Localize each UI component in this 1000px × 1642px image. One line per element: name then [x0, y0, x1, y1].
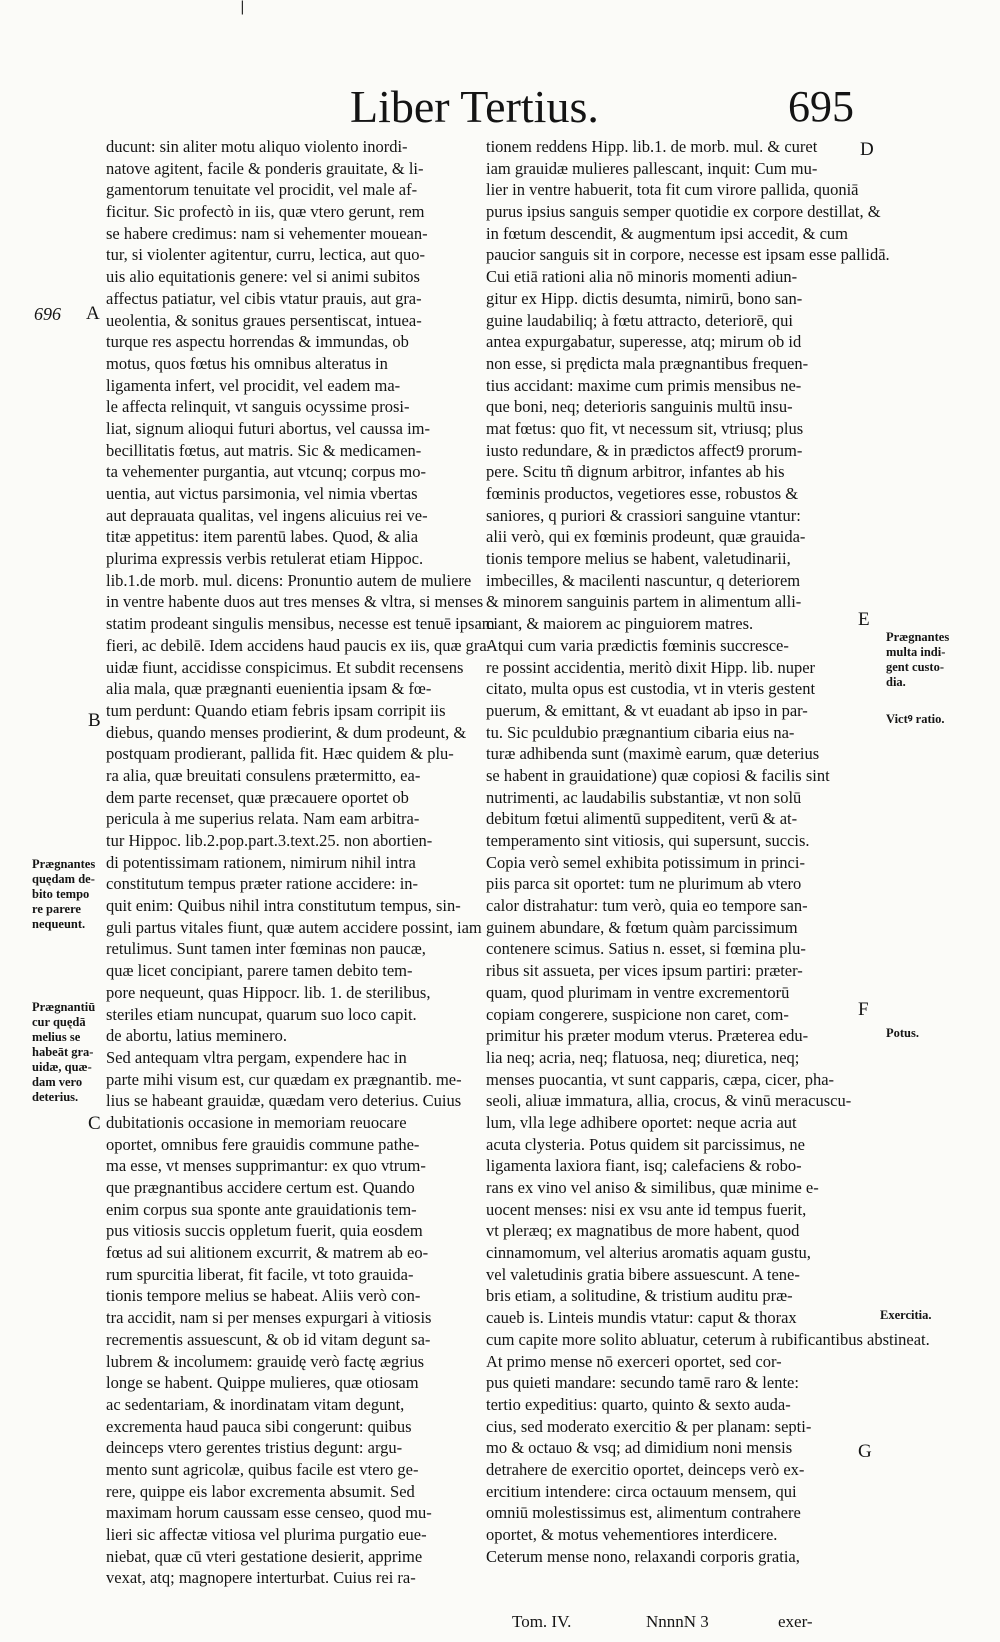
text-line: rans ex vino vel aniso & similibus, quæ minime e-	[486, 1178, 819, 1197]
section-letter-e: E	[858, 609, 870, 630]
margin-note-praegnantium	[32, 1000, 95, 1105]
text-line: lier in ventre habuerit, tota fit cum virore pallida, quoniā	[486, 180, 859, 200]
margin-note-line: cur quędā	[32, 1015, 86, 1029]
section-letter-g: G	[858, 1441, 872, 1462]
text-line: bris etiam, a solitudine, & tristium auditu præ-	[486, 1286, 793, 1306]
text-line: iusto redundare, & in prædictos affect9 prorum-	[486, 440, 803, 460]
text-line: lia neq; acria, neq; flatuosa, neq; diuretica, neq;	[486, 1047, 800, 1067]
section-letter-c: C	[88, 1113, 101, 1134]
margin-note-line: Victꝰ ratio.	[886, 712, 945, 726]
text-line: copiam congerere, suspicione non caret, com-	[486, 1004, 789, 1024]
text-line: ma esse, vt menses supprimantur: ex quo vtrum-	[106, 1156, 426, 1176]
text-line: tionis tempore melius se habeat. Aliis verò con-	[106, 1286, 421, 1306]
text-line: ligamenta infert, vel procidit, vel eadem ma-	[106, 375, 401, 395]
text-line: tu. Sic pculdubio prægnantium cibaria eius na-	[486, 722, 795, 742]
text-line: postquam prodierant, pallida fit. Hæc quidem & plu-	[106, 744, 454, 764]
margin-note-line: uidæ, quæ-	[32, 1060, 92, 1074]
text-line: turæ adhibenda sunt (maximè earum, quæ deterius	[486, 744, 820, 764]
margin-note-line: Potus.	[886, 1026, 919, 1040]
text-line: de abortu, latius meminero.	[106, 1026, 287, 1046]
text-line: constitutum tempus præter ratione accidere: in-	[106, 874, 419, 894]
text-line: longe se habent. Quippe mulieres, quæ otiosam	[106, 1373, 419, 1393]
text-line: lum, vlla lege adhibere oportet: neque acria aut	[486, 1112, 797, 1132]
text-line: Cui etiā rationi alia nō minoris momenti adiun-	[486, 267, 798, 287]
text-line: primitur his præter modum vterus. Præterea edu-	[486, 1026, 809, 1046]
text-line: quam, quod plurimam in ventre excrementorū	[486, 982, 790, 1002]
text-line: vexat, atq; magnopere interturbat. Cuius rei ra-	[106, 1568, 416, 1588]
text-line: fieri, ac debilē. Idem accidens haud paucis ex iis, quæ gra-	[106, 635, 493, 655]
section-letter-b: B	[88, 710, 101, 731]
text-line: di potentissimam rationem, nimirum nihil intra	[106, 852, 416, 872]
margin-note-line: gent custo-	[886, 660, 944, 674]
running-title: Liber Tertius.	[350, 81, 599, 132]
margin-note-potus	[886, 1026, 919, 1041]
text-line: statim prodeant singulis mensibus, necesse est tenuē ipsam	[106, 614, 495, 634]
text-line: quæ licet concipiant, parere tamen debito tem-	[106, 961, 413, 981]
text-line: omniū molestissimus est, alimentum contrahere	[486, 1503, 801, 1523]
margin-note-line: quędam de-	[32, 872, 95, 886]
text-line: ta vehementer purgantia, aut vtcunq; corpus mo-	[106, 462, 426, 482]
text-line: Ceterum mense nono, relaxandi corporis gratia,	[486, 1546, 800, 1566]
page-number: 695	[788, 82, 854, 131]
footer-volume: Tom. IV.	[512, 1612, 572, 1631]
text-line: recrementis assuescunt, & ob id vitam degunt sa-	[106, 1329, 431, 1349]
text-line: steriles etiam nuncupat, quarum suo loco capit.	[106, 1004, 417, 1024]
text-line: uentia, aut victus parsimonia, vel nimia vbertas	[106, 484, 418, 503]
text-line: tur, si violenter agitentur, curru, lectica, aut quo-	[106, 245, 425, 265]
margin-note-line: multa indi-	[886, 645, 946, 659]
margin-note-line: Prægnantiū	[32, 1000, 96, 1014]
section-letter-a: A	[86, 303, 100, 324]
text-line: se habere credimus: nam si vehementer mouean-	[106, 223, 428, 243]
margin-note-line: re parere	[32, 902, 81, 916]
text-line: lubrem & incolumem: grauidę verò factę ægrius	[106, 1351, 424, 1371]
margin-note-praegnantes	[32, 857, 95, 932]
margin-note-line: Prægnantes	[32, 857, 96, 871]
margin-note-victus	[886, 712, 944, 727]
left-text-column	[106, 136, 495, 1589]
text-line: gitur ex Hipp. dictis desumta, nimirū, bono san-	[486, 288, 803, 308]
text-line: At primo mense nō exerceri oportet, sed cor-	[486, 1351, 782, 1371]
text-line: becillitatis fœtus, aut matris. Sic & medicamen-	[106, 440, 422, 460]
margin-note-line: habeāt gra-	[32, 1045, 94, 1059]
text-line: & minorem sanguinis partem in alimentum alli-	[486, 592, 802, 612]
text-line: imbecilles, & macilenti nascuntur, q deteriorem	[486, 570, 801, 590]
text-line: deinceps vtero gerentes tristius degunt: argu-	[106, 1438, 403, 1458]
margin-note-line: dia.	[886, 675, 906, 689]
text-line: affectus patiatur, vel cibis vtatur prauis, aut gra-	[106, 288, 422, 308]
text-line: calor distrahatur: tum verò, quia eo tempore san-	[486, 896, 808, 916]
margin-note-line: dam vero	[32, 1075, 83, 1089]
text-line: lius se habeant grauidæ, quædam vero deterius. Cuius	[106, 1091, 462, 1111]
text-line: lib.1.de morb. mul. dicens: Pronuntio autem de muliere	[106, 570, 472, 590]
section-letter-f: F	[858, 999, 869, 1020]
text-line: uis alio equitationis genere: vel si animi subitos	[106, 267, 420, 287]
text-line: oportet, omnibus fere grauidis commune pathe-	[106, 1134, 420, 1154]
text-line: re possint accidentia, meritò dixit Hipp. lib. nuper	[486, 657, 816, 677]
text-line: aut deprauata qualitas, vel ingens alicuius rei ve-	[106, 505, 428, 525]
text-line: mo & octauo & vsq; ad dimidium noni mensis	[486, 1438, 793, 1458]
text-line: menses puocantia, vt sunt capparis, cæpa, cicer, pha-	[486, 1069, 835, 1089]
text-line: tius accidant: maxime cum primis mensibus ne-	[486, 375, 802, 395]
text-line: uocent menses: nisi ex vsu ante id tempus fuerit,	[486, 1199, 807, 1219]
text-line: piis parca sit oportet: tum ne plurimum ab vtero	[486, 874, 802, 894]
text-line: que prægnantibus accidere certum est. Quando	[106, 1178, 415, 1197]
text-line: ercitium intendere: circa octauum mensem, qui	[486, 1481, 797, 1501]
text-line: temperamento sint vitiosis, qui supersunt, succis.	[486, 831, 810, 850]
text-line: pus vitiosis succis oppletum fuerit, quia eosdem	[106, 1221, 423, 1241]
text-line: tum perdunt: Quando etiam febris ipsam corripit iis	[106, 700, 446, 720]
text-line: rere, quippe eis labor excrementa absumit. Sed	[106, 1481, 415, 1501]
text-line: pericula à me superius relata. Nam eam arbitra-	[106, 809, 420, 829]
text-line: tur Hippoc. lib.2.pop.part.3.text.25. non abortien-	[106, 831, 433, 850]
text-line: puerum, & emittant, & vt euadant ab ipso in par-	[486, 700, 808, 720]
text-line: ficitur. Sic profectò in iis, quæ vtero gerunt, rem	[106, 202, 425, 222]
footer-signature: NnnnN 3	[646, 1612, 709, 1631]
text-line: ueolentia, & sonitus graues persentiscat, intuea-	[106, 310, 422, 330]
text-line: diebus, quando menses prodierint, & dum prodeunt, &	[106, 722, 467, 742]
margin-note-line: Exercitia.	[880, 1308, 932, 1322]
text-line: le affecta relinquit, vt sanguis ocyssime prosi-	[106, 397, 410, 417]
text-line: enim corpus sua sponte ante grauidationis tem-	[106, 1199, 417, 1219]
text-line: oportet, & motus vehementiores interdicere.	[486, 1525, 778, 1544]
text-line: pere. Scitu tñ dignum arbitror, infantes ab his	[486, 462, 785, 482]
text-line: purus ipsius sanguis semper quotidie ex corpore destillat, &	[486, 202, 881, 222]
text-line: ducunt: sin aliter motu aliquo violento inordi-	[106, 137, 408, 156]
margin-note-line: deterius.	[32, 1090, 79, 1104]
text-line: citato, multa opus est custodia, vt in vteris gestent	[486, 679, 816, 699]
text-line: turque res aspectu horrendas & immundas, ob	[106, 332, 409, 352]
text-line: fœminis productos, vegetiores esse, robustos &	[486, 484, 799, 503]
text-line: que boni, neq; deterioris sanguinis multū insu-	[486, 397, 793, 417]
text-line: paucior sanguis sit in corpore, necesse est ipsam esse pallidā.	[486, 245, 890, 265]
text-line: natove agitent, facile & ponderis grauitate, & li-	[106, 158, 424, 178]
text-line: ribus sit assueta, per vices ipsum partiri: præter-	[486, 961, 803, 981]
text-line: retulimus. Sunt tamen inter fœminas non paucæ,	[106, 939, 426, 959]
margin-note-line: nequeunt.	[32, 917, 86, 931]
text-line: tertio expeditius: quarto, quinto & sexto auda-	[486, 1394, 791, 1414]
text-line: in fœtum descendit, & augmentum ipsi accedit, & cum	[486, 223, 849, 243]
text-line: mat fœtus: quo fit, vt necessum sit, vtriusq; plus	[486, 418, 804, 438]
text-line: dubitationis occasione in memoriam reuocare	[106, 1112, 407, 1132]
text-line: se habent in grauidatione) quæ copiosi & facilis sint	[486, 765, 830, 785]
text-line: ra alia, quæ breuitati consulens prætermitto, ea-	[106, 765, 421, 785]
text-line: gamentorum tenuitate vel procidit, vel male af-	[106, 180, 418, 200]
text-line: uidæ fiunt, accidisse conspicimus. Et subdit recensens	[106, 657, 464, 677]
text-line: tionis tempore melius se habent, valetudinarii,	[486, 549, 791, 569]
text-line: rum spurcitia liberat, fit facile, vt toto grauida-	[106, 1264, 414, 1284]
text-line: detrahere de exercitio oportet, deinceps verò ex-	[486, 1459, 805, 1479]
text-line: antea expurgabatur, superesse, atq; mirum ob id	[486, 332, 802, 352]
text-line: pore nequeunt, quas Hippocr. lib. 1. de sterilibus,	[106, 982, 431, 1002]
text-line: motus, quos fœtus his omnibus alteratus in	[106, 353, 388, 373]
text-line: contenere scimus. Satius n. esset, si fœmina plu-	[486, 939, 806, 959]
text-line: guinem abundare, & fœtum quàm parcissimum	[486, 917, 798, 937]
text-line: caueb is. Linteis mundis vtatur: caput & thorax	[486, 1308, 797, 1328]
text-line: liat, signum alioqui futuri abortus, vel caussa im-	[106, 418, 430, 438]
text-line: guli partus vitales fiunt, quæ autem accidere possint, iam	[106, 917, 482, 937]
text-line: Sed antequam vltra pergam, expendere hac in	[106, 1047, 407, 1067]
text-line: non esse, si prędicta mala prægnantibus frequen-	[486, 353, 809, 373]
text-line: cinnamomum, vel alterius aromatis aquam gustu,	[486, 1243, 811, 1263]
margin-note-line: Prægnantes	[886, 630, 950, 644]
text-line: vt pleræq; ex magnatibus de more habent, quod	[486, 1221, 800, 1241]
text-line: iam grauidæ mulieres pallescant, inquit: Cum mu-	[486, 158, 818, 178]
text-line: alii verò, qui ex fœminis prodeunt, quæ grauida-	[486, 527, 806, 547]
text-line: ciant, & maiorem ac pinguiorem matres.	[486, 614, 754, 634]
margin-note-line: bito tempo	[32, 887, 90, 901]
text-line: parte mihi visum est, cur quædam ex prægnantib. me-	[106, 1069, 462, 1089]
text-line: seoli, aliuæ immatura, allia, crocus, & vinū meracuscu-	[486, 1091, 852, 1111]
text-line: Atqui cum varia prædictis fœminis succresce-	[486, 635, 789, 655]
text-line: dem parte recenset, quæ præcauere oportet ob	[106, 787, 409, 807]
margin-note-line: melius se	[32, 1030, 81, 1044]
text-line: cius, sed moderato exercitio & per planam: septi-	[486, 1416, 812, 1436]
text-line: lieri sic affectæ vitiosa vel plurima purgatio eue-	[106, 1525, 427, 1544]
text-line: alia mala, quæ prægnanti euenientia ipsam & fœ-	[106, 679, 432, 699]
text-line: plurima expressis verbis retulerat etiam Hippoc.	[106, 549, 424, 569]
text-line: saniores, q puriori & crassiori sanguine vtantur:	[486, 505, 801, 525]
text-line: ac sedentariam, & inordinatam vitam degunt,	[106, 1394, 405, 1414]
text-line: guine laudabiliq; à fœtu attracto, deteriorē, qui	[486, 310, 793, 330]
text-line: ligamenta laxiora fiant, isq; calefaciens & robo-	[486, 1156, 802, 1176]
text-line: quit enim: Quibus nihil intra constitutum tempus, sin-	[106, 896, 461, 916]
text-line: debitum fœtui alimentū suppeditent, verū & at-	[486, 809, 798, 829]
text-line: maximam horum caussam esse censeo, quod mu-	[106, 1503, 432, 1523]
text-line: tra accidit, nam si per menses expurgari à vitiosis	[106, 1308, 432, 1328]
text-line: in ventre habente duos aut tres menses & vltra, si menses	[106, 592, 484, 612]
text-line: pus quieti mandare: secundo tamē raro & lente:	[486, 1373, 799, 1393]
margin-note-exercitia	[880, 1308, 932, 1323]
text-line: fœtus ad sui alitionem excurrit, & matrem ab eo-	[106, 1243, 429, 1263]
cross-ref-page: 696	[34, 304, 61, 324]
text-line: titæ appetitus: item parentū labes. Quod, & alia	[106, 527, 419, 547]
section-letter-d: D	[860, 139, 874, 160]
text-line: tionem reddens Hipp. lib.1. de morb. mul. & curet	[486, 137, 818, 156]
text-line: vel valetudinis gratia bibere assuescunt. A tene-	[486, 1264, 800, 1284]
text-line: excrementa haud pauca sibi congerunt: quibus	[106, 1416, 412, 1436]
text-line: nutrimenti, ac laudabilis substantiæ, vt non solū	[486, 787, 802, 807]
text-line: acuta clysteria. Potus quidem sit parcissimus, ne	[486, 1134, 805, 1154]
text-line: mento sunt agricolæ, quibus facile est vtero ge-	[106, 1459, 419, 1479]
text-line: niebat, quæ cū vteri gestatione desierit, apprime	[106, 1546, 423, 1566]
text-line: Copia verò semel exhibita potissimum in princi-	[486, 852, 805, 872]
margin-note-custodia	[886, 630, 949, 690]
footer-catchword: exer-	[778, 1612, 813, 1631]
top-mark: |	[240, 0, 245, 15]
text-line: cum capite more solito abluatur, ceterum à rubificantibus abstineat.	[486, 1329, 930, 1349]
